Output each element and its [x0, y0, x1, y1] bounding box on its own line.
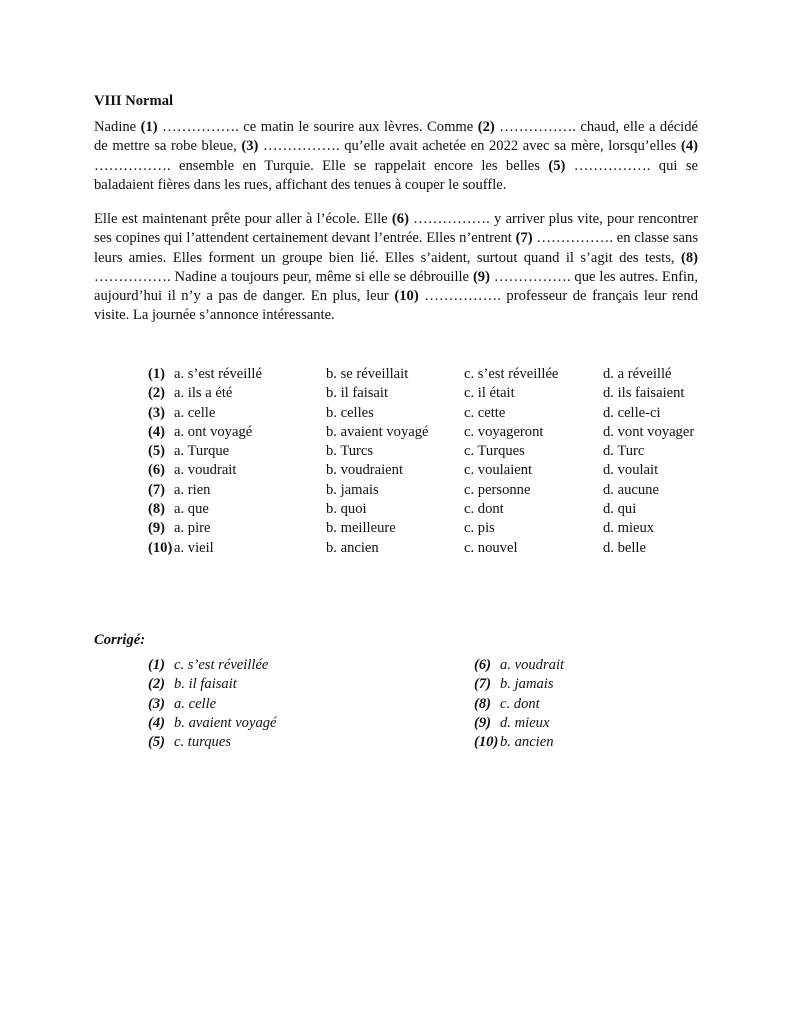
blank-number: (7) [515, 230, 533, 247]
passage-text: Elle est maintenant prête pour aller à l’école. Elle [94, 211, 392, 227]
option-d: d. belle [603, 539, 646, 556]
correct-answer: a. celle [174, 695, 217, 712]
option-a: a. pire [174, 520, 211, 537]
option-c: c. voulaient [464, 462, 533, 479]
option-a: a. que [174, 501, 209, 518]
option-c: c. nouvel [464, 539, 518, 556]
passage-text: ……………. en classe sans leurs amies. Elles forment un groupe bien lié. Elles s’aident, surtout quand il s’agit des tests, [94, 230, 698, 266]
passage-text: ……………. Nadine a toujours peur, même si elle se débrouille [94, 268, 473, 285]
passage-text: ……………. chaud, elle a décidé de mettre sa robe bleue, [94, 119, 698, 155]
question-number: (4) [148, 423, 166, 440]
question-number: (3) [148, 404, 166, 421]
option-a: a. rien [174, 481, 211, 498]
question-number: (6) [474, 657, 492, 673]
option-d: d. voulait [603, 462, 659, 479]
question-number: (9) [148, 520, 166, 537]
question-number: (6) [148, 462, 166, 479]
exercise-title: VIII Normal [94, 93, 174, 109]
option-c: c. voyageront [464, 423, 544, 440]
correct-answer: a. voudrait [500, 657, 565, 673]
option-c: c. il était [464, 385, 515, 402]
blank-number: (10) [394, 288, 419, 305]
option-d: d. qui [603, 501, 637, 518]
option-a: a. ont voyagé [174, 423, 253, 440]
option-a: a. celle [174, 404, 216, 421]
option-d: d. a réveillé [603, 366, 672, 382]
question-number: (3) [148, 695, 166, 712]
passage-text: ……………. y arriver plus vite, pour rencontrer ses copines qui l’attendent certainement devant l’entrée. Elles n’entrent [94, 211, 698, 247]
option-a: a. s’est réveillé [174, 366, 262, 382]
option-a: a. voudrait [174, 462, 237, 479]
correct-answer: b. il faisait [174, 676, 237, 693]
option-b: b. quoi [326, 501, 367, 518]
passage-text: Nadine [94, 119, 141, 135]
passage-text: ……………. ce matin le sourire aux lèvres. Comme [157, 119, 478, 135]
passage-text: ……………. professeur de français leur rend visite. La journée s’annonce intéressante. [94, 288, 699, 324]
passage-text: ……………. qu’elle avait achetée en 2022 avec sa mère, lorsqu’elles [258, 138, 681, 155]
option-c: c. dont [464, 501, 504, 518]
option-b: b. avaient voyagé [326, 423, 429, 440]
passage-text: ……………. ensemble en Turquie. Elle se rappelait encore les belles [94, 157, 549, 174]
option-a: a. ils a été [174, 385, 233, 402]
option-d: d. celle-ci [603, 404, 661, 421]
question-number: (2) [148, 385, 166, 402]
question-number: (1) [148, 657, 166, 673]
blank-number: (9) [472, 268, 490, 285]
option-b: b. il faisait [326, 385, 389, 402]
blank-number: (3) [241, 138, 259, 155]
blank-number: (6) [391, 211, 409, 227]
option-b: b. Turcs [326, 443, 374, 460]
passage-text: ……………. qui se baladaient fières dans les rues, affichant des tenues à couper le souffle. [94, 157, 698, 193]
question-number: (8) [474, 695, 492, 712]
option-b: b. se réveillait [326, 366, 409, 382]
blank-number: (8) [680, 249, 698, 266]
correct-answer: c. s’est réveillée [174, 657, 269, 673]
option-c: c. Turques [464, 443, 525, 460]
option-b: b. jamais [326, 481, 379, 498]
question-number: (5) [148, 443, 166, 460]
option-c: c. personne [464, 481, 531, 498]
correct-answer: b. avaient voyagé [174, 714, 277, 731]
blank-number: (5) [548, 157, 566, 174]
correct-answer: c. dont [500, 695, 540, 712]
question-number: (10) [474, 734, 499, 751]
question-number: (10) [148, 539, 173, 556]
question-number: (2) [148, 676, 166, 693]
correct-answer: d. mieux [500, 714, 550, 731]
option-c: c. cette [464, 404, 506, 421]
question-number: (9) [474, 714, 492, 731]
blank-number: (4) [680, 138, 698, 155]
option-d: d. Turc [603, 443, 645, 460]
question-number: (8) [148, 501, 166, 518]
question-number: (7) [148, 481, 166, 498]
correct-answer: b. ancien [500, 734, 554, 751]
passage-paragraph-1 [94, 118, 698, 195]
blank-number: (1) [140, 119, 158, 135]
option-a: a. Turque [174, 443, 230, 460]
option-b: b. celles [326, 404, 374, 421]
option-c: c. s’est réveillée [464, 366, 559, 382]
option-d: d. ils faisaient [603, 385, 685, 402]
correct-answer: b. jamais [500, 676, 554, 693]
option-d: d. mieux [603, 520, 655, 537]
correct-answer: c. turques [174, 734, 232, 751]
question-number: (5) [148, 734, 166, 751]
option-d: d. aucune [603, 481, 659, 498]
option-b: b. voudraient [326, 462, 404, 479]
corrige-heading: Corrigé: [94, 632, 146, 648]
question-number: (1) [148, 366, 166, 382]
option-a: a. vieil [174, 539, 214, 556]
passage-text: ……………. que les autres. Enfin, aujourd’hui il n’y a pas de danger. En plus, leur [94, 268, 698, 305]
option-c: c. pis [464, 520, 495, 537]
passage-paragraph-2 [94, 210, 698, 326]
question-number: (7) [474, 676, 492, 693]
blank-number: (2) [477, 119, 495, 135]
question-number: (4) [148, 714, 166, 731]
option-d: d. vont voyager [603, 423, 695, 440]
option-b: b. meilleure [326, 520, 396, 537]
option-b: b. ancien [326, 539, 379, 556]
